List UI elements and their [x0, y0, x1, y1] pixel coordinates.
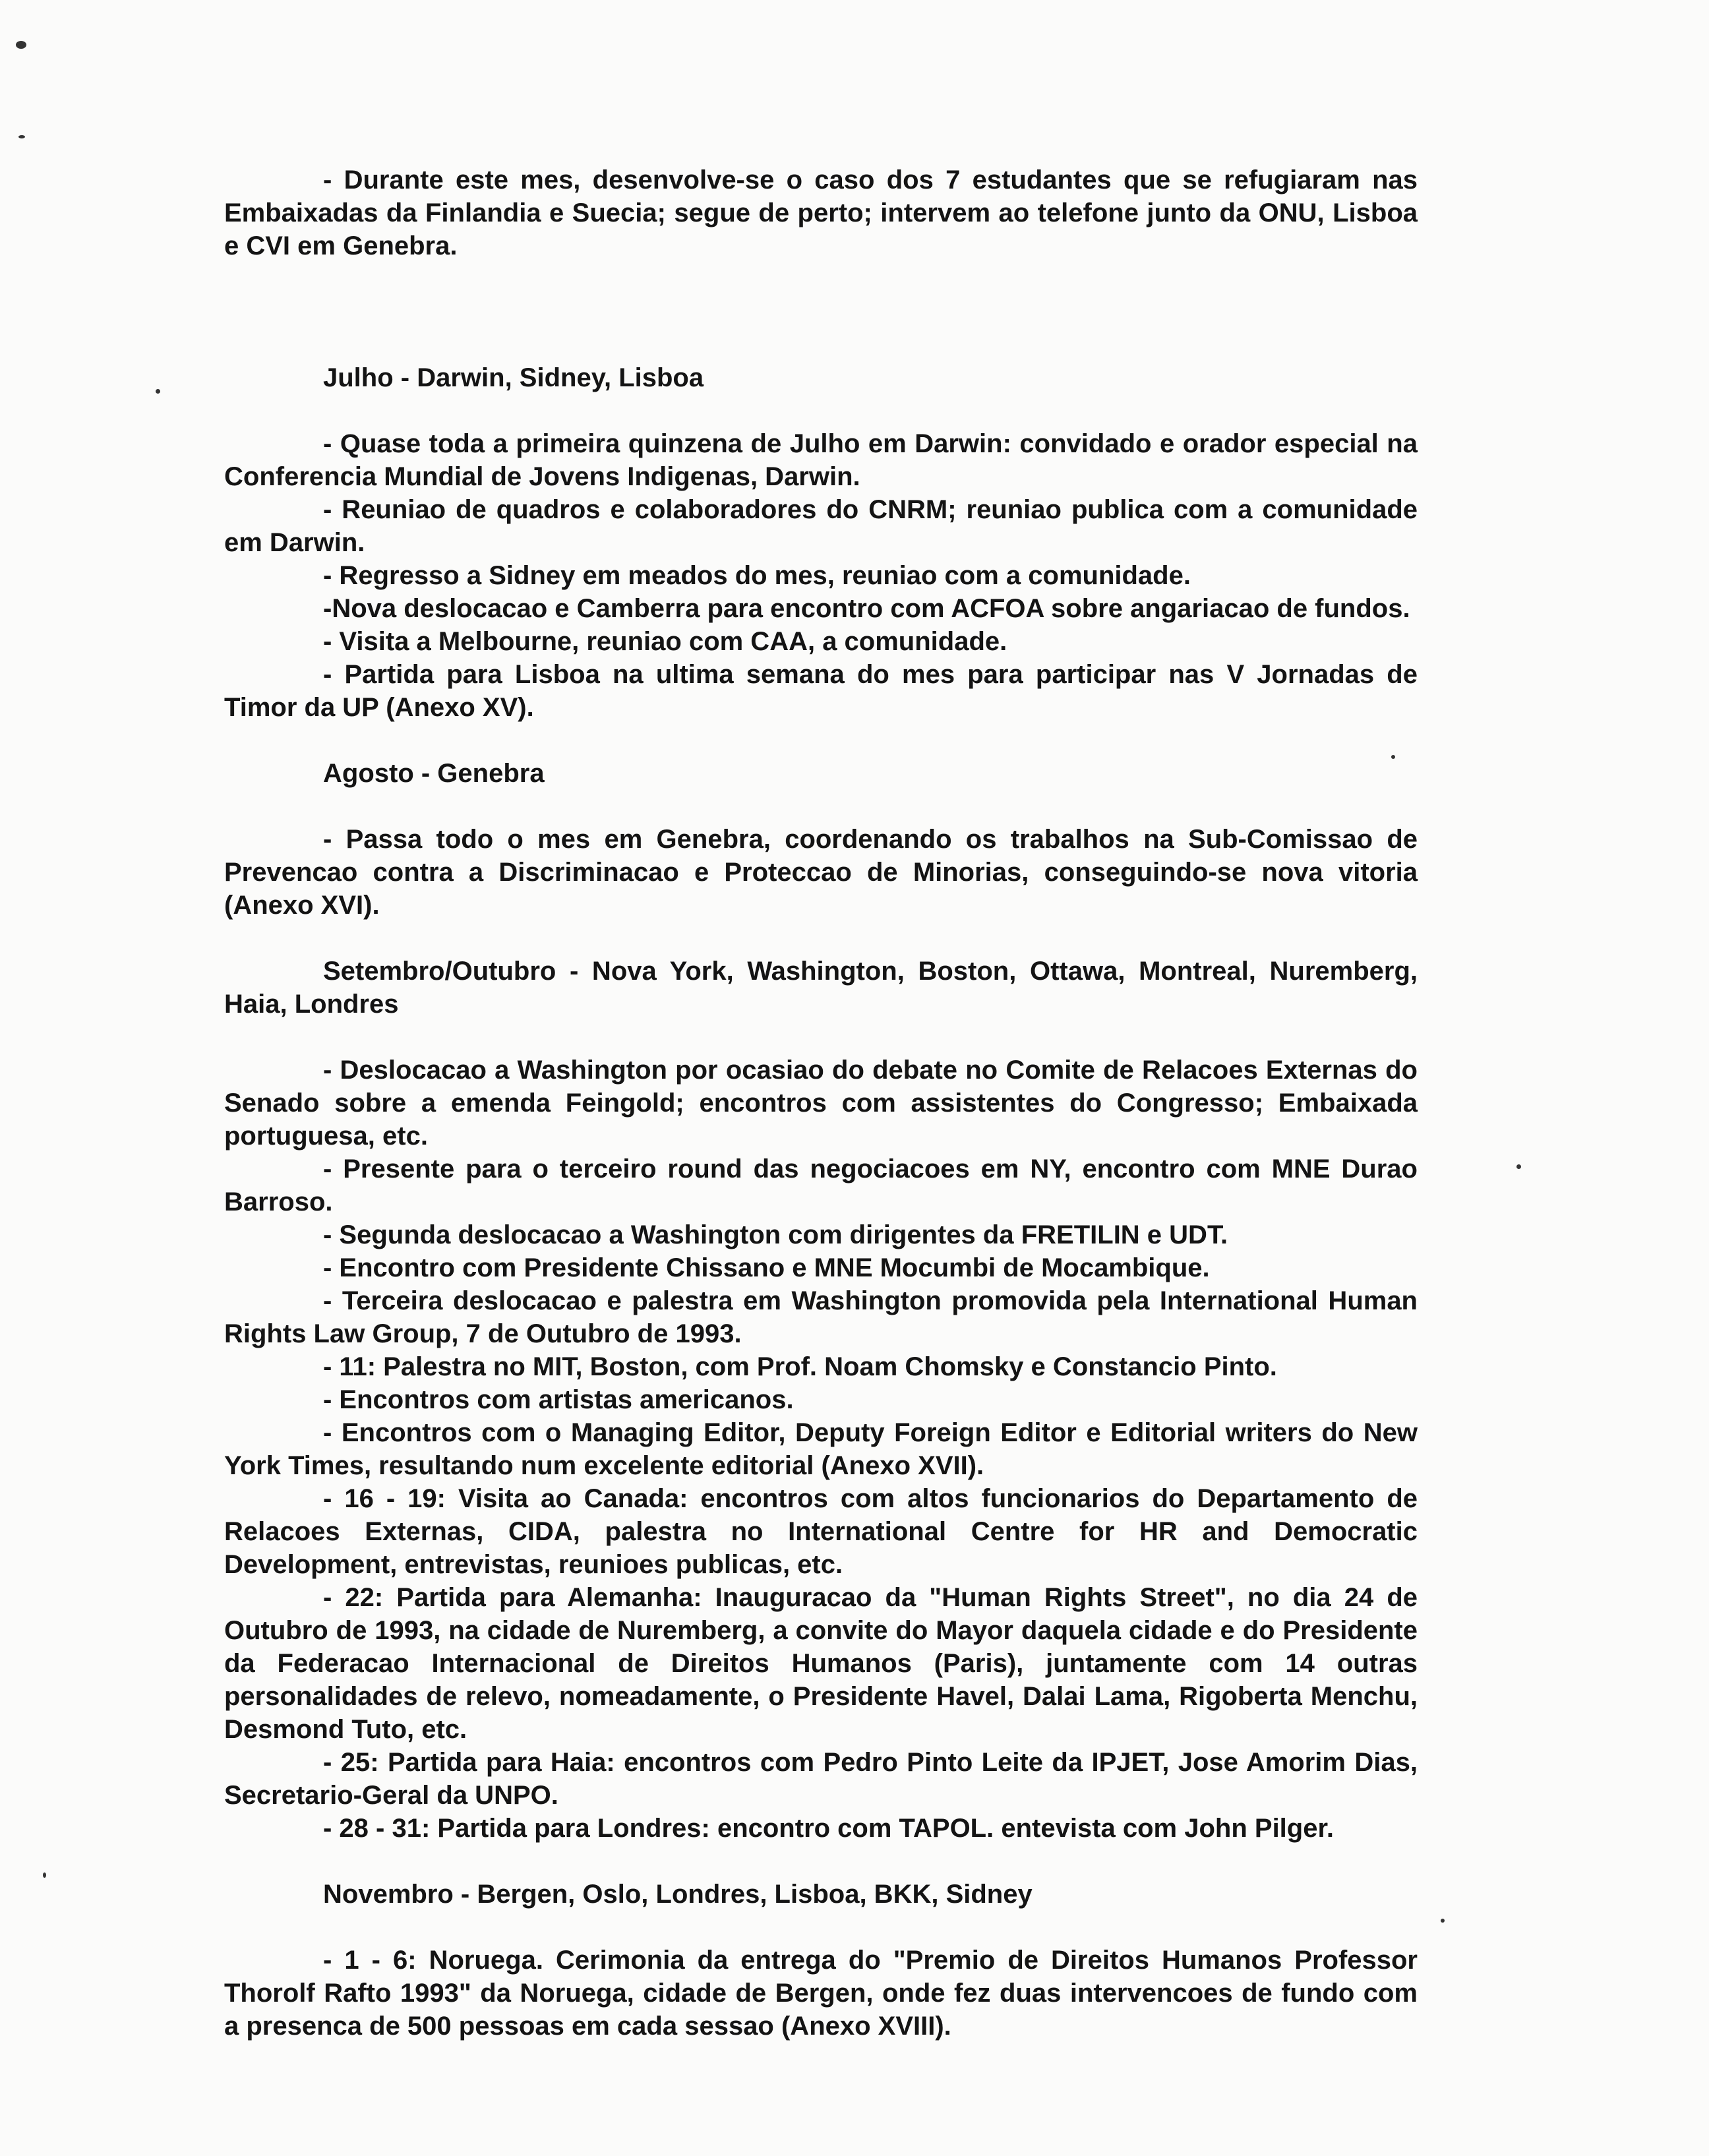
paragraph: - Quase toda a primeira quinzena de Julho em Darwin: convidado e orador especial na Conferencia Mundial de Jovens Indigenas, Darwin.	[224, 429, 1418, 491]
paragraph: - Encontros com artistas americanos.	[323, 1385, 794, 1414]
paragraph: - Presente para o terceiro round das negociacoes em NY, encontro com MNE Durao Barroso.	[224, 1154, 1418, 1216]
paragraph: - Passa todo o mes em Genebra, coordenando os trabalhos na Sub-Comissao de Prevencao contra a Discriminacao e Proteccao de Minorias, conseguindo-se nova vitoria (Anexo XVI).	[224, 825, 1418, 920]
section-heading-agosto: Agosto - Genebra	[323, 759, 545, 788]
paragraph: - Partida para Lisboa na ultima semana do mes para participar nas V Jornadas de Timor da UP (Anexo XV).	[224, 660, 1418, 722]
paragraph: - Regresso a Sidney em meados do mes, reuniao com a comunidade.	[323, 561, 1191, 590]
paragraph: - 28 - 31: Partida para Londres: encontro com TAPOL. entevista com John Pilger.	[323, 1814, 1334, 1843]
paragraph: - 25: Partida para Haia: encontros com Pedro Pinto Leite da IPJET, Jose Amorim Dias, Secretario-Geral da UNPO.	[224, 1748, 1418, 1810]
paragraph: - 1 - 6: Noruega. Cerimonia da entrega do "Premio de Direitos Humanos Professor Thorolf Rafto 1993" da Noruega, cidade de Bergen, onde fez duas intervencoes de fundo com a presenca de 500 pessoas em cada sessao (Anexo XVIII).	[224, 1946, 1418, 2041]
paragraph: - Encontros com o Managing Editor, Deputy Foreign Editor e Editorial writers do New York Times, resultando num excelente editorial (Anexo XVII).	[224, 1418, 1418, 1480]
paragraph: - Encontro com Presidente Chissano e MNE Mocumbi de Mocambique.	[323, 1253, 1210, 1282]
scan-speck	[1441, 1919, 1445, 1923]
paragraph: - 16 - 19: Visita ao Canada: encontros com altos funcionarios do Departamento de Relacoes Externas, CIDA, palestra no International Centre for HR and Democratic Development, entrevistas, reunioes publicas, etc.	[224, 1484, 1418, 1579]
scan-speck	[1516, 1164, 1521, 1169]
document-body	[224, 164, 1418, 2043]
paragraph: - 11: Palestra no MIT, Boston, com Prof. Noam Chomsky e Constancio Pinto.	[323, 1352, 1277, 1381]
section-heading-setembro-outubro: Setembro/Outubro - Nova York, Washington, Boston, Ottawa, Montreal, Nuremberg, Haia, Londres	[224, 957, 1418, 1019]
section-heading-julho: Julho - Darwin, Sidney, Lisboa	[323, 363, 704, 392]
paragraph: - Segunda deslocacao a Washington com dirigentes da FRETILIN e UDT.	[323, 1220, 1228, 1249]
paragraph: -Nova deslocacao e Camberra para encontro com ACFOA sobre angariacao de fundos.	[323, 594, 1410, 623]
scan-speck	[43, 1872, 46, 1878]
paragraph: - Visita a Melbourne, reuniao com CAA, a comunidade.	[323, 627, 1007, 656]
paragraph: - Terceira deslocacao e palestra em Washington promovida pela International Human Rights Law Group, 7 de Outubro de 1993.	[224, 1286, 1418, 1348]
paragraph: - Durante este mes, desenvolve-se o caso dos 7 estudantes que se refugiaram nas Embaixadas da Finlandia e Suecia; segue de perto; intervem ao telefone junto da ONU, Lisboa e CVI em Genebra.	[224, 165, 1418, 260]
section-heading-novembro: Novembro - Bergen, Oslo, Londres, Lisboa, BKK, Sidney	[323, 1880, 1033, 1909]
paragraph: - 22: Partida para Alemanha: Inauguracao da "Human Rights Street", no dia 24 de Outubro de 1993, na cidade de Nuremberg, a convite do Mayor daquela cidade e do Presidente da Federacao Internacional de Direitos Humanos (Paris), juntamente com 14 outras personalidades de relevo, nomeadamente, o Presidente Havel, Dalai Lama, Rigoberta Menchu, Desmond Tuto, etc.	[224, 1583, 1418, 1744]
scan-speck	[156, 389, 160, 394]
paragraph: - Reuniao de quadros e colaboradores do CNRM; reuniao publica com a comunidade em Darwin.	[224, 495, 1418, 557]
scan-speck	[18, 135, 25, 138]
scan-speck	[16, 41, 26, 49]
paragraph: - Deslocacao a Washington por ocasiao do debate no Comite de Relacoes Externas do Senado sobre a emenda Feingold; encontros com assistentes do Congresso; Embaixada portuguesa, etc.	[224, 1056, 1418, 1151]
